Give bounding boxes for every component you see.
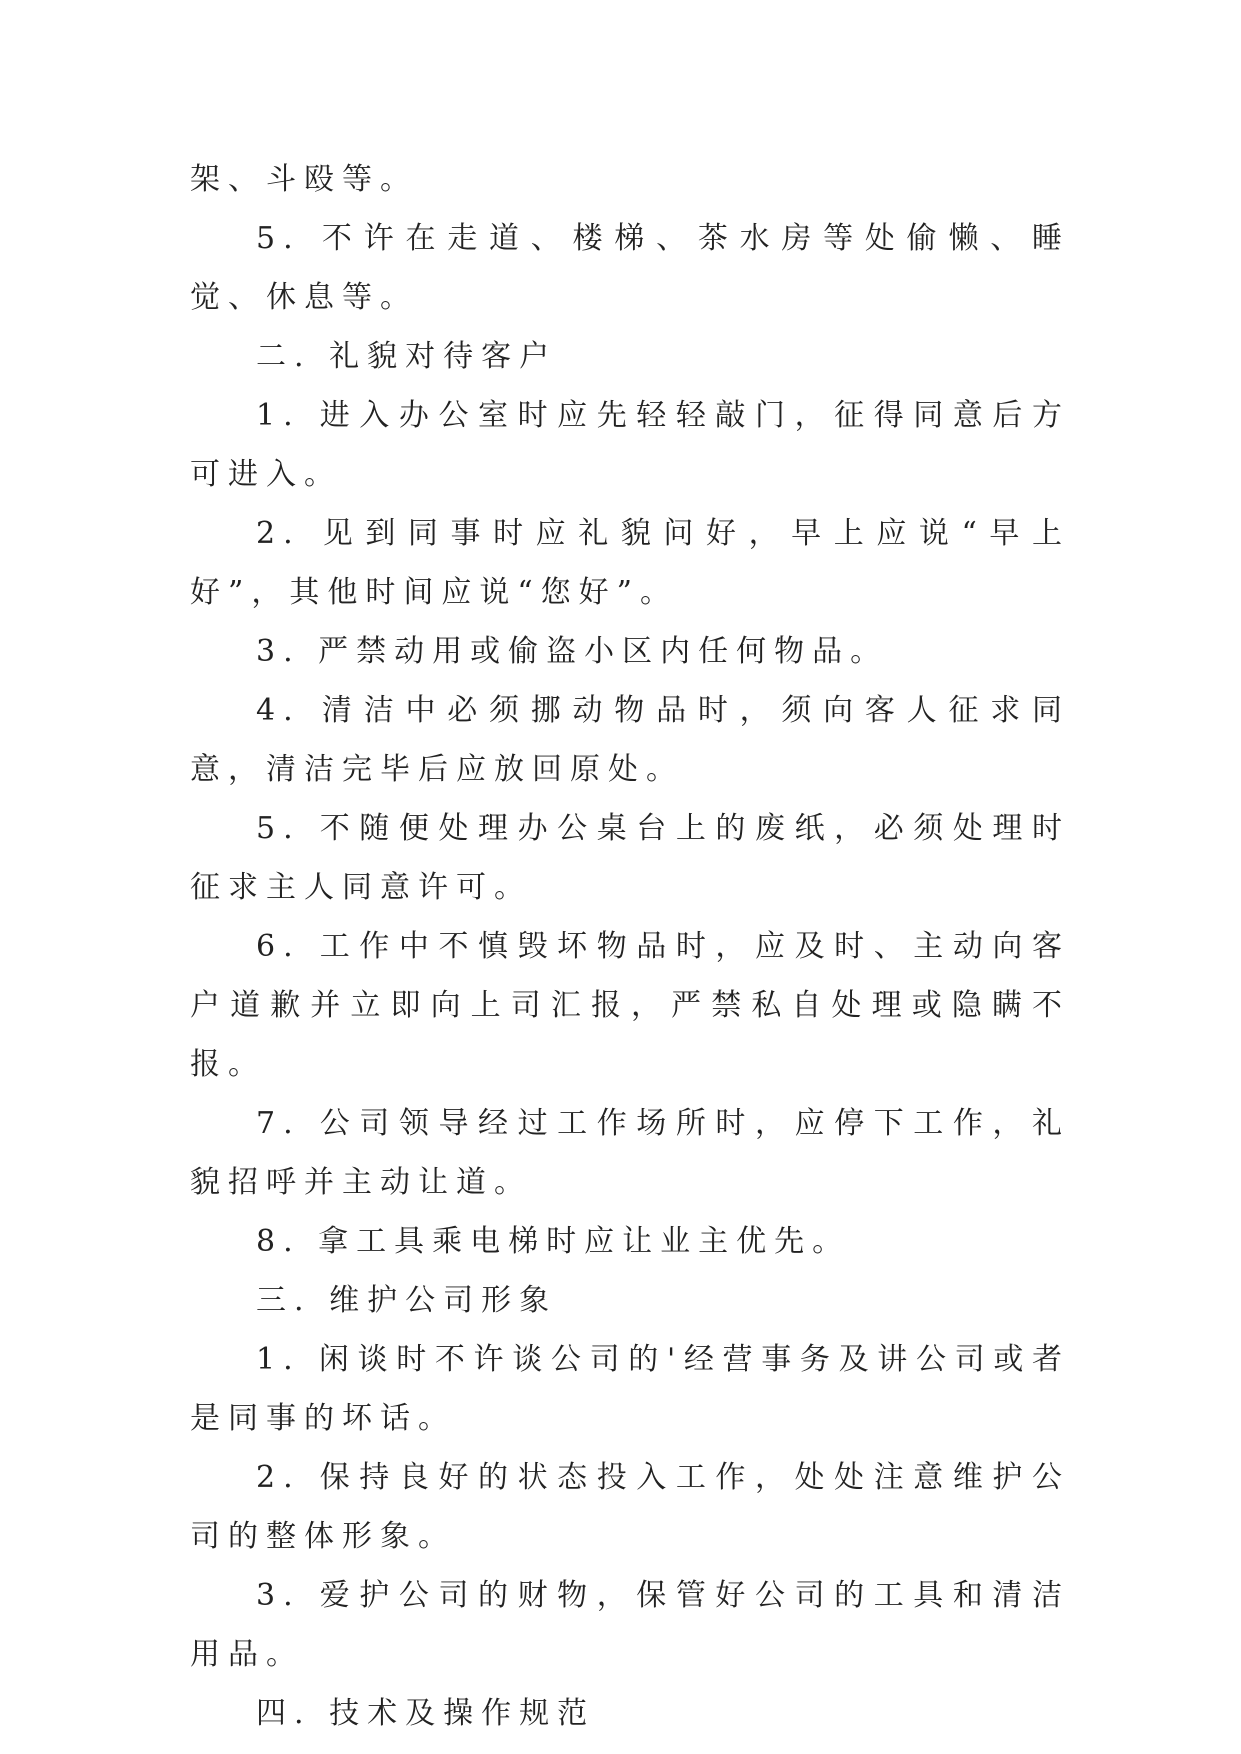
list-item: 1. 进入办公室时应先轻轻敲门，征得同意后方可进入。 <box>190 398 1070 492</box>
list-item: 5. 不许在走道、楼梯、茶水房等处偷懒、睡觉、休息等。 <box>190 221 1070 315</box>
list-item: 3. 爱护公司的财物，保管好公司的工具和清洁用品。 <box>190 1578 1070 1672</box>
paragraph-continuation: 架、斗殴等。 <box>190 162 418 197</box>
section-heading: 三. 维护公司形象 <box>256 1283 558 1318</box>
document-body <box>190 150 1070 1743</box>
list-item: 4. 清洁中必须挪动物品时，须向客人征求同意，清洁完毕后应放回原处。 <box>190 693 1070 787</box>
list-item: 1. 闲谈时不许谈公司的'经营事务及讲公司或者是同事的坏话。 <box>190 1342 1070 1436</box>
list-item: 2. 保持良好的状态投入工作，处处注意维护公司的整体形象。 <box>190 1460 1070 1554</box>
list-item: 5. 不随便处理办公桌台上的废纸，必须处理时征求主人同意许可。 <box>190 811 1070 905</box>
list-item: 7. 公司领导经过工作场所时，应停下工作，礼貌招呼并主动让道。 <box>190 1106 1070 1200</box>
list-item: 6. 工作中不慎毁坏物品时，应及时、主动向客户道歉并立即向上司汇报，严禁私自处理或隐瞒不报。 <box>190 929 1070 1082</box>
section-heading: 四. 技术及操作规范 <box>256 1696 596 1731</box>
section-heading: 二. 礼貌对待客户 <box>256 339 558 374</box>
list-item: 2. 见到同事时应礼貌问好，早上应说“早上好”，其他时间应说“您好”。 <box>190 516 1070 610</box>
list-item: 8. 拿工具乘电梯时应让业主优先。 <box>256 1224 851 1259</box>
list-item: 3. 严禁动用或偷盗小区内任何物品。 <box>256 634 889 669</box>
